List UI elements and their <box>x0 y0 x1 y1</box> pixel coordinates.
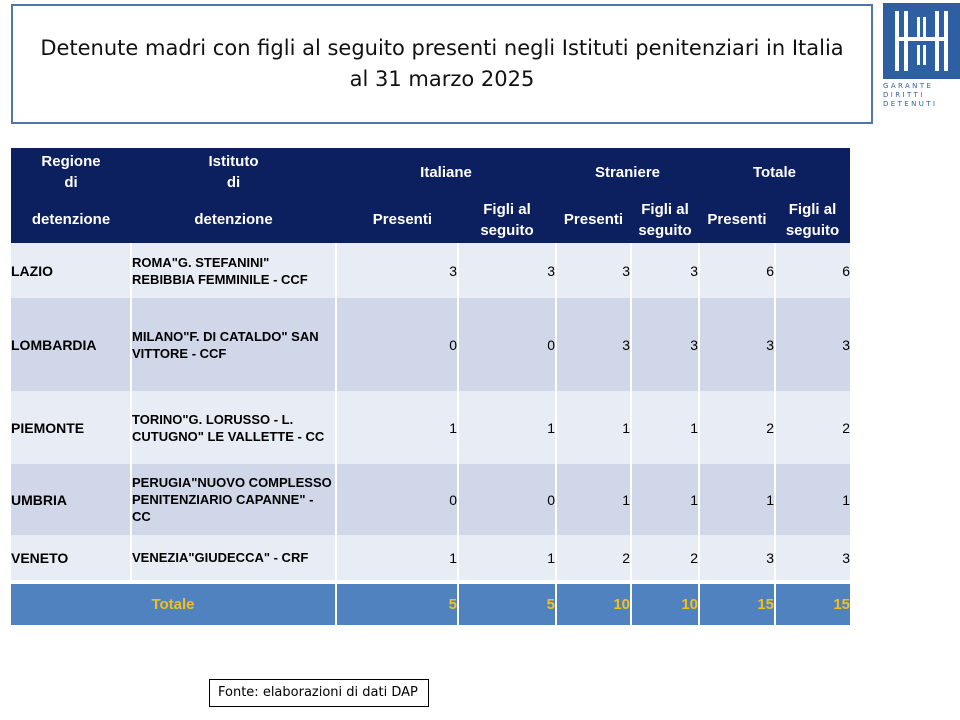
cell-it-figli: 0 <box>458 464 556 535</box>
cell-st-figli: 2 <box>631 535 699 580</box>
cell-tot-presenti: 1 <box>699 464 775 535</box>
cell-it-figli: 3 <box>458 243 556 298</box>
cell-it-presenti: 0 <box>336 298 458 391</box>
cell-tot-presenti: 6 <box>699 243 775 298</box>
cell-st-figli: 3 <box>631 243 699 298</box>
header-st-figli: Figli al seguito <box>631 196 699 243</box>
header-totale: Totale <box>699 148 850 196</box>
header-tot-presenti: Presenti <box>699 196 775 243</box>
table-row <box>11 464 850 535</box>
cell-tot-presenti: 3 <box>699 298 775 391</box>
cell-tot-figli: 1 <box>775 464 850 535</box>
cell-istituto: PERUGIA"NUOVO COMPLESSO PENITENZIARIO CAPANNE" - CC <box>131 464 336 535</box>
cell-st-presenti: 1 <box>556 391 631 464</box>
cell-tot-figli: 6 <box>775 243 850 298</box>
header-tot-figli: Figli al seguito <box>775 196 850 243</box>
cell-it-presenti: 0 <box>336 464 458 535</box>
detenute-table <box>11 148 850 625</box>
cell-istituto: ROMA"G. STEFANINI" REBIBBIA FEMMINILE - CCF <box>131 243 336 298</box>
cell-st-figli: 1 <box>631 464 699 535</box>
title-box <box>11 4 873 124</box>
total-it-presenti: 5 <box>336 584 458 625</box>
cell-it-figli: 0 <box>458 298 556 391</box>
cell-st-figli: 1 <box>631 391 699 464</box>
garante-logo <box>883 3 960 106</box>
header-row-1 <box>11 148 850 196</box>
cell-regione: LOMBARDIA <box>11 298 131 391</box>
cell-istituto: TORINO"G. LORUSSO - L. CUTUGNO" LE VALLETTE - CC <box>131 391 336 464</box>
header-istituto: Istituto di <box>131 148 336 196</box>
cell-st-presenti: 1 <box>556 464 631 535</box>
total-st-figli: 10 <box>631 584 699 625</box>
cell-regione: LAZIO <box>11 243 131 298</box>
total-tot-presenti: 15 <box>699 584 775 625</box>
source-note: Fonte: elaborazioni di dati DAP <box>209 679 429 707</box>
logo-line: DETENUTI <box>883 100 938 108</box>
cell-regione: VENETO <box>11 535 131 580</box>
cell-tot-figli: 3 <box>775 535 850 580</box>
cell-it-presenti: 3 <box>336 243 458 298</box>
cell-regione: PIEMONTE <box>11 391 131 464</box>
table-row <box>11 243 850 298</box>
logo-line: DIRITTI <box>883 91 925 99</box>
table-row <box>11 298 850 391</box>
cell-istituto: MILANO"F. DI CATALDO" SAN VITTORE - CCF <box>131 298 336 391</box>
cell-st-presenti: 3 <box>556 298 631 391</box>
total-row <box>11 584 850 625</box>
cell-it-presenti: 1 <box>336 391 458 464</box>
header-detenzione-regione: detenzione <box>11 196 131 243</box>
header-it-figli: Figli al seguito <box>458 196 556 243</box>
cell-st-presenti: 3 <box>556 243 631 298</box>
cell-istituto: VENEZIA"GIUDECCA" - CRF <box>131 535 336 580</box>
garante-logo-mark <box>883 3 960 79</box>
header-regione: Regione di <box>11 148 131 196</box>
cell-tot-figli: 2 <box>775 391 850 464</box>
header-st-presenti: Presenti <box>556 196 631 243</box>
cell-st-presenti: 2 <box>556 535 631 580</box>
page-title: Detenute madri con figli al seguito presenti negli Istituti penitenziari in Italia al 31 marzo 2025 <box>40 36 844 91</box>
logo-line: GARANTE <box>883 82 934 90</box>
cell-it-figli: 1 <box>458 391 556 464</box>
cell-tot-presenti: 3 <box>699 535 775 580</box>
total-tot-figli: 15 <box>775 584 850 625</box>
header-row-2 <box>11 196 850 243</box>
header-detenzione-istituto: detenzione <box>131 196 336 243</box>
cell-st-figli: 3 <box>631 298 699 391</box>
total-st-presenti: 10 <box>556 584 631 625</box>
cell-it-figli: 1 <box>458 535 556 580</box>
cell-tot-figli: 3 <box>775 298 850 391</box>
table-row <box>11 391 850 464</box>
cell-regione: UMBRIA <box>11 464 131 535</box>
total-it-figli: 5 <box>458 584 556 625</box>
header-italiane: Italiane <box>336 148 556 196</box>
cell-it-presenti: 1 <box>336 535 458 580</box>
table-row <box>11 535 850 580</box>
header-it-presenti: Presenti <box>336 196 458 243</box>
garante-logo-text <box>883 82 960 109</box>
header-straniere: Straniere <box>556 148 699 196</box>
total-label: Totale <box>11 584 336 625</box>
cell-tot-presenti: 2 <box>699 391 775 464</box>
